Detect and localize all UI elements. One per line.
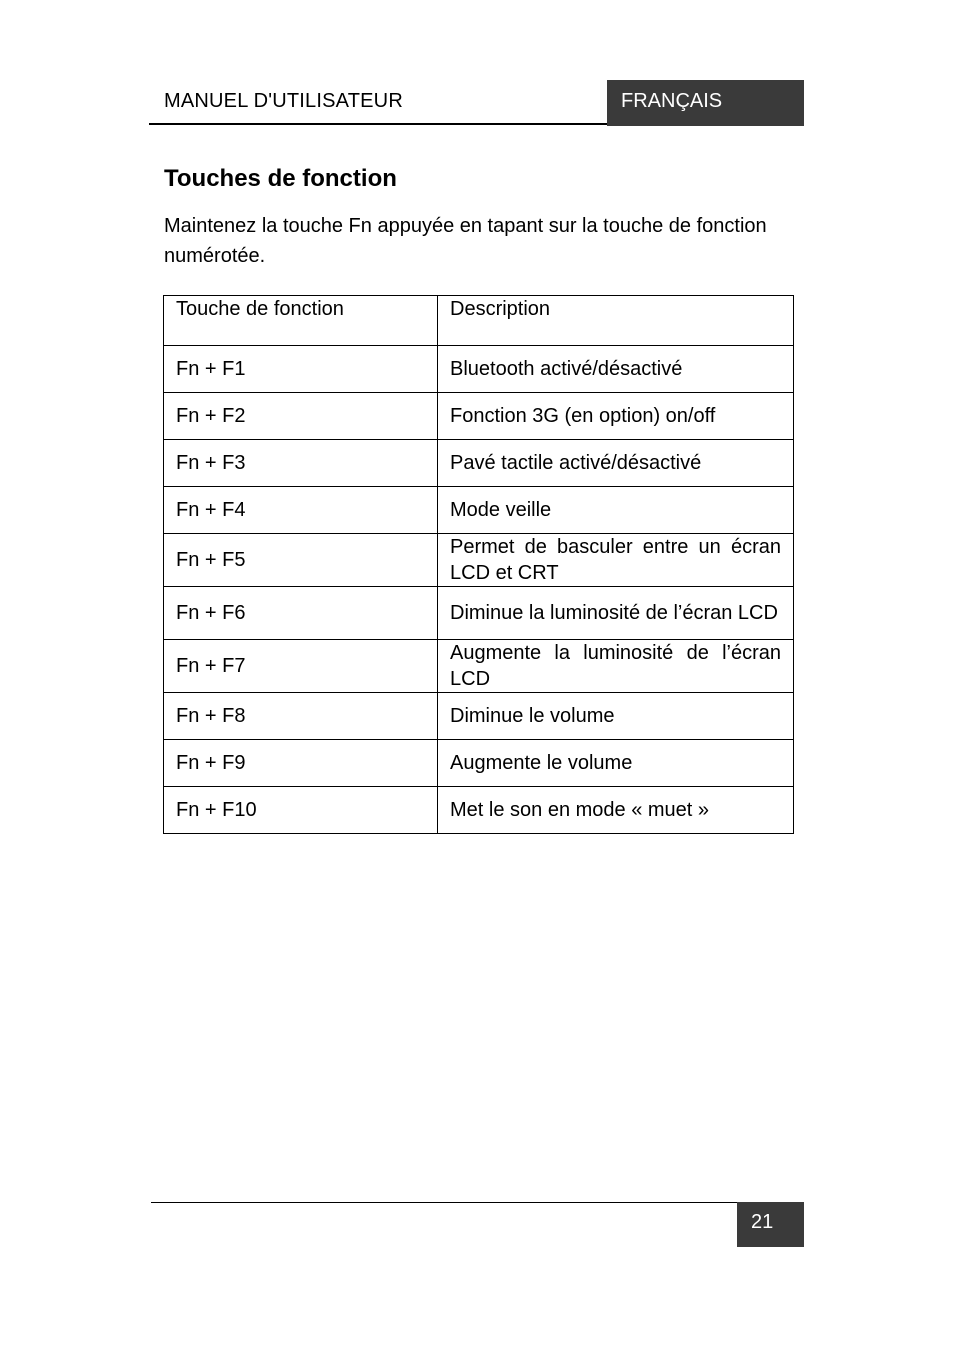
table-header-row [164,296,794,346]
function-key-table [163,295,794,834]
table-row [164,440,794,487]
table-row [164,693,794,740]
table-row [164,787,794,834]
table-row [164,740,794,787]
table-row [164,393,794,440]
column-header-description: Description [438,296,794,346]
key-cell: Fn + F2 [164,393,438,440]
key-cell: Fn + F8 [164,693,438,740]
section-title: Touches de fonction [164,165,397,192]
description-cell: Fonction 3G (en option) on/off [438,393,794,440]
description-cell: Augmente le volume [438,740,794,787]
key-cell: Fn + F9 [164,740,438,787]
key-cell: Fn + F10 [164,787,438,834]
description-cell: Diminue le volume [438,693,794,740]
description-cell: Pavé tactile activé/désactivé [438,440,794,487]
header-rule [149,123,607,125]
key-cell: Fn + F4 [164,487,438,534]
table-row [164,346,794,393]
key-cell: Fn + F7 [164,640,438,693]
language-tab: FRANÇAIS [607,80,804,126]
description-cell: Augmente la luminosité de l’écran LCD [438,640,794,693]
column-header-key: Touche de fonction [164,296,438,346]
description-cell: Permet de basculer entre un écran LCD et CRT [438,534,794,587]
description-cell: Bluetooth activé/désactivé [438,346,794,393]
header-title: MANUEL D'UTILISATEUR [164,90,403,112]
table-row [164,640,794,693]
table-row [164,487,794,534]
key-cell: Fn + F5 [164,534,438,587]
key-cell: Fn + F1 [164,346,438,393]
page-number: 21 [737,1202,804,1247]
footer-rule [151,1202,737,1203]
description-cell: Mode veille [438,487,794,534]
table-row [164,587,794,640]
table-row [164,534,794,587]
key-cell: Fn + F6 [164,587,438,640]
key-cell: Fn + F3 [164,440,438,487]
description-cell: Met le son en mode « muet » [438,787,794,834]
description-cell: Diminue la luminosité de l’écran LCD [438,587,794,640]
intro-paragraph: Maintenez la touche Fn appuyée en tapant sur la touche de fonction numérotée. [164,215,767,267]
